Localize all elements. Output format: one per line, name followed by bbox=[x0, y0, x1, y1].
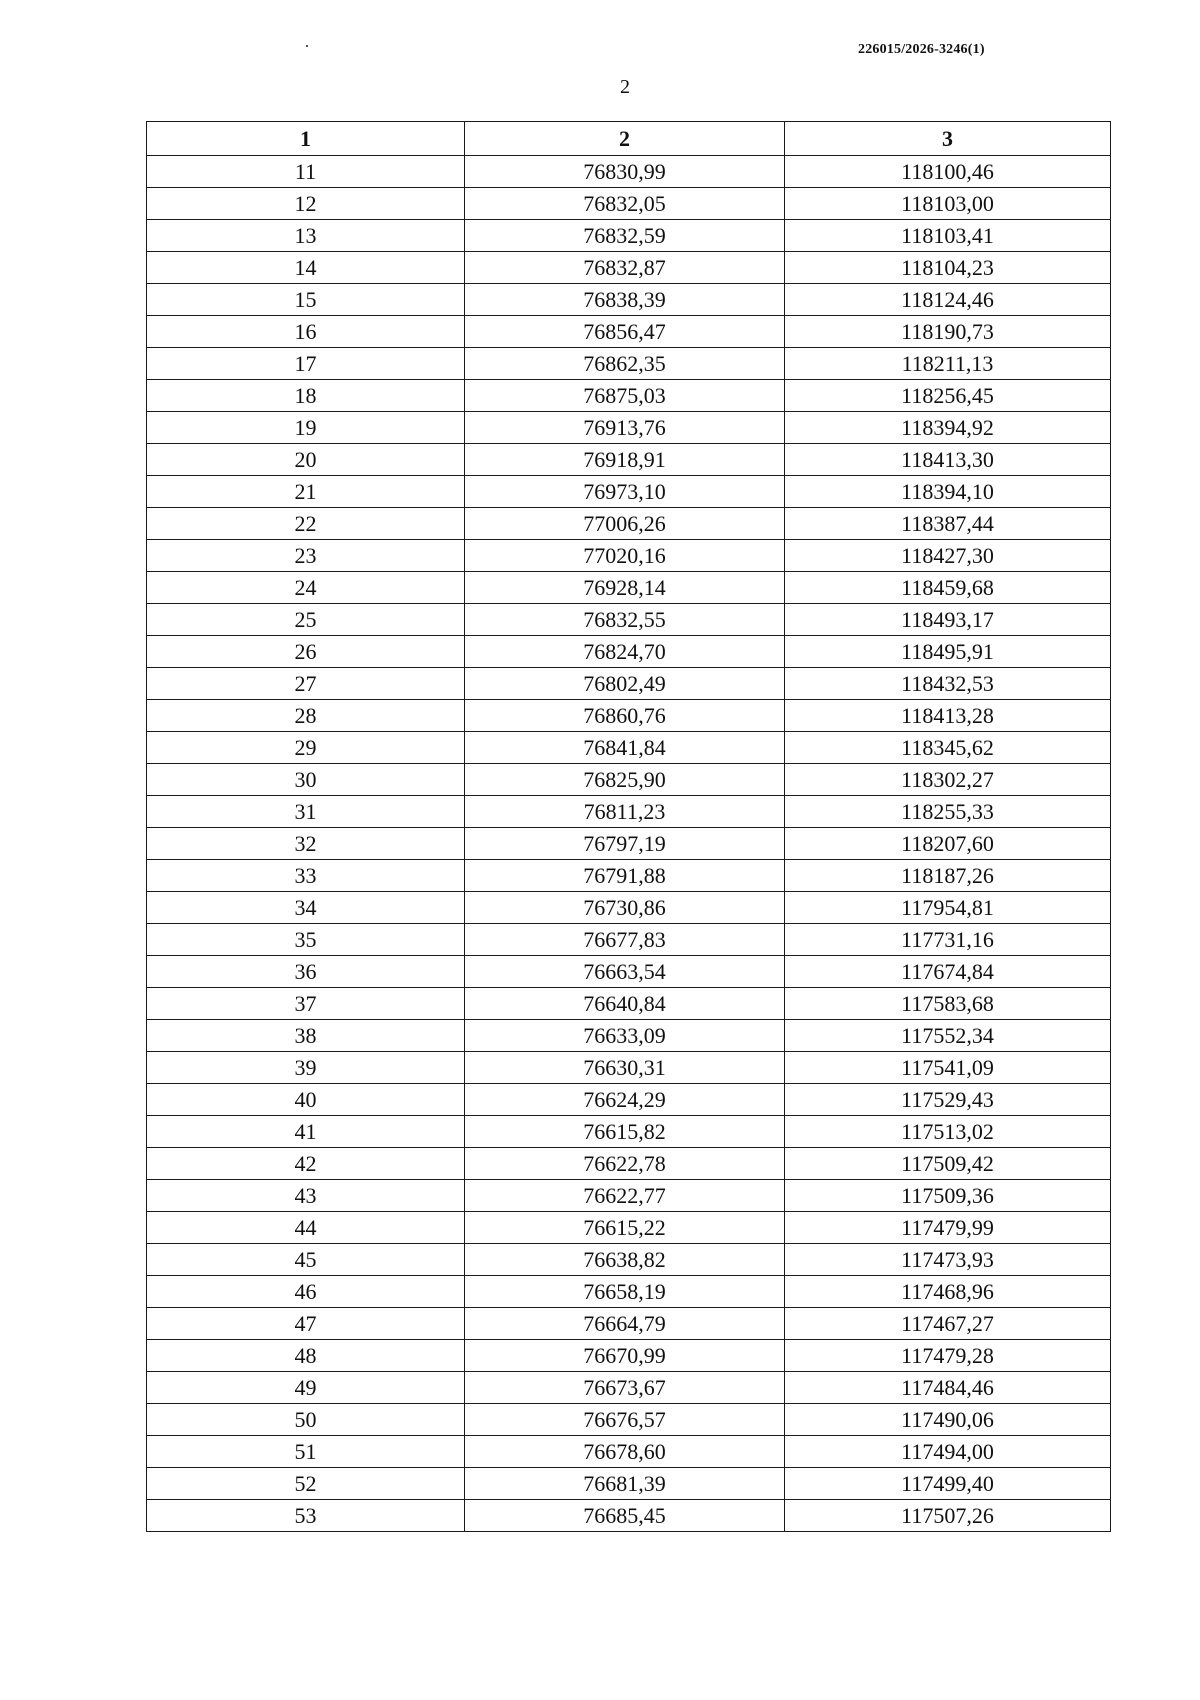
point-number-cell: 16 bbox=[147, 316, 465, 348]
y-coordinate-cell: 117674,84 bbox=[785, 956, 1111, 988]
x-coordinate-cell: 76832,59 bbox=[465, 220, 785, 252]
table-row bbox=[147, 572, 1111, 604]
table-row bbox=[147, 700, 1111, 732]
y-coordinate-cell: 117954,81 bbox=[785, 892, 1111, 924]
point-number-cell: 42 bbox=[147, 1148, 465, 1180]
x-coordinate-cell: 76633,09 bbox=[465, 1020, 785, 1052]
x-coordinate-cell: 76640,84 bbox=[465, 988, 785, 1020]
point-number-cell: 40 bbox=[147, 1084, 465, 1116]
x-coordinate-cell: 76658,19 bbox=[465, 1276, 785, 1308]
y-coordinate-cell: 118187,26 bbox=[785, 860, 1111, 892]
y-coordinate-cell: 117509,36 bbox=[785, 1180, 1111, 1212]
y-coordinate-cell: 118459,68 bbox=[785, 572, 1111, 604]
page-number: 2 bbox=[620, 76, 630, 98]
x-coordinate-cell: 76832,87 bbox=[465, 252, 785, 284]
point-number-cell: 11 bbox=[147, 156, 465, 188]
y-coordinate-cell: 117479,28 bbox=[785, 1340, 1111, 1372]
point-number-cell: 44 bbox=[147, 1212, 465, 1244]
x-coordinate-cell: 76811,23 bbox=[465, 796, 785, 828]
point-number-cell: 37 bbox=[147, 988, 465, 1020]
x-coordinate-cell: 76622,78 bbox=[465, 1148, 785, 1180]
table-row bbox=[147, 956, 1111, 988]
y-coordinate-cell: 118345,62 bbox=[785, 732, 1111, 764]
table-row bbox=[147, 1308, 1111, 1340]
x-coordinate-cell: 76928,14 bbox=[465, 572, 785, 604]
table-row bbox=[147, 1148, 1111, 1180]
point-number-cell: 27 bbox=[147, 668, 465, 700]
table-row bbox=[147, 476, 1111, 508]
table-row bbox=[147, 380, 1111, 412]
y-coordinate-cell: 117509,42 bbox=[785, 1148, 1111, 1180]
point-number-cell: 49 bbox=[147, 1372, 465, 1404]
point-number-cell: 45 bbox=[147, 1244, 465, 1276]
y-coordinate-cell: 117473,93 bbox=[785, 1244, 1111, 1276]
table-row bbox=[147, 316, 1111, 348]
x-coordinate-cell: 76860,76 bbox=[465, 700, 785, 732]
y-coordinate-cell: 118207,60 bbox=[785, 828, 1111, 860]
table-row bbox=[147, 1436, 1111, 1468]
x-coordinate-cell: 76673,67 bbox=[465, 1372, 785, 1404]
point-number-cell: 25 bbox=[147, 604, 465, 636]
x-coordinate-cell: 76677,83 bbox=[465, 924, 785, 956]
point-number-cell: 12 bbox=[147, 188, 465, 220]
table-row bbox=[147, 1020, 1111, 1052]
y-coordinate-cell: 117529,43 bbox=[785, 1084, 1111, 1116]
x-coordinate-cell: 76862,35 bbox=[465, 348, 785, 380]
x-coordinate-cell: 76685,45 bbox=[465, 1500, 785, 1532]
y-coordinate-cell: 118302,27 bbox=[785, 764, 1111, 796]
point-number-cell: 29 bbox=[147, 732, 465, 764]
point-number-cell: 15 bbox=[147, 284, 465, 316]
point-number-cell: 41 bbox=[147, 1116, 465, 1148]
x-coordinate-cell: 76797,19 bbox=[465, 828, 785, 860]
x-coordinate-cell: 76838,39 bbox=[465, 284, 785, 316]
table-row bbox=[147, 1404, 1111, 1436]
table-row bbox=[147, 1372, 1111, 1404]
table-header-row bbox=[147, 122, 1111, 156]
point-number-cell: 28 bbox=[147, 700, 465, 732]
y-coordinate-cell: 118104,23 bbox=[785, 252, 1111, 284]
point-number-cell: 26 bbox=[147, 636, 465, 668]
x-coordinate-cell: 76624,29 bbox=[465, 1084, 785, 1116]
point-number-cell: 52 bbox=[147, 1468, 465, 1500]
y-coordinate-cell: 117583,68 bbox=[785, 988, 1111, 1020]
table-row bbox=[147, 1084, 1111, 1116]
point-number-cell: 53 bbox=[147, 1500, 465, 1532]
y-coordinate-cell: 118103,00 bbox=[785, 188, 1111, 220]
table-row bbox=[147, 764, 1111, 796]
table-row bbox=[147, 220, 1111, 252]
coordinates-table bbox=[146, 121, 1111, 1532]
x-coordinate-cell: 76678,60 bbox=[465, 1436, 785, 1468]
y-coordinate-cell: 117507,26 bbox=[785, 1500, 1111, 1532]
x-coordinate-cell: 76681,39 bbox=[465, 1468, 785, 1500]
point-number-cell: 43 bbox=[147, 1180, 465, 1212]
y-coordinate-cell: 117494,00 bbox=[785, 1436, 1111, 1468]
table-row bbox=[147, 1500, 1111, 1532]
x-coordinate-cell: 76615,22 bbox=[465, 1212, 785, 1244]
x-coordinate-cell: 76825,90 bbox=[465, 764, 785, 796]
point-number-cell: 22 bbox=[147, 508, 465, 540]
y-coordinate-cell: 117484,46 bbox=[785, 1372, 1111, 1404]
x-coordinate-cell: 77020,16 bbox=[465, 540, 785, 572]
y-coordinate-cell: 117541,09 bbox=[785, 1052, 1111, 1084]
point-number-cell: 32 bbox=[147, 828, 465, 860]
table-row bbox=[147, 828, 1111, 860]
x-coordinate-cell: 76856,47 bbox=[465, 316, 785, 348]
y-coordinate-cell: 118103,41 bbox=[785, 220, 1111, 252]
x-coordinate-cell: 76615,82 bbox=[465, 1116, 785, 1148]
x-coordinate-cell: 76730,86 bbox=[465, 892, 785, 924]
x-coordinate-cell: 76638,82 bbox=[465, 1244, 785, 1276]
x-coordinate-cell: 76622,77 bbox=[465, 1180, 785, 1212]
point-number-cell: 31 bbox=[147, 796, 465, 828]
x-coordinate-cell: 76830,99 bbox=[465, 156, 785, 188]
point-number-cell: 36 bbox=[147, 956, 465, 988]
y-coordinate-cell: 118394,10 bbox=[785, 476, 1111, 508]
y-coordinate-cell: 117490,06 bbox=[785, 1404, 1111, 1436]
y-coordinate-cell: 117467,27 bbox=[785, 1308, 1111, 1340]
point-number-cell: 23 bbox=[147, 540, 465, 572]
table-row bbox=[147, 924, 1111, 956]
table-row bbox=[147, 796, 1111, 828]
point-number-cell: 46 bbox=[147, 1276, 465, 1308]
table-row bbox=[147, 540, 1111, 572]
table-row bbox=[147, 444, 1111, 476]
y-coordinate-cell: 118493,17 bbox=[785, 604, 1111, 636]
x-coordinate-cell: 76676,57 bbox=[465, 1404, 785, 1436]
y-coordinate-cell: 117499,40 bbox=[785, 1468, 1111, 1500]
point-number-cell: 24 bbox=[147, 572, 465, 604]
y-coordinate-cell: 118427,30 bbox=[785, 540, 1111, 572]
table-row bbox=[147, 252, 1111, 284]
table-row bbox=[147, 348, 1111, 380]
x-coordinate-cell: 77006,26 bbox=[465, 508, 785, 540]
point-number-cell: 19 bbox=[147, 412, 465, 444]
y-coordinate-cell: 118211,13 bbox=[785, 348, 1111, 380]
table-row bbox=[147, 412, 1111, 444]
table-row bbox=[147, 668, 1111, 700]
table-row bbox=[147, 1212, 1111, 1244]
x-coordinate-cell: 76832,05 bbox=[465, 188, 785, 220]
point-number-cell: 20 bbox=[147, 444, 465, 476]
column-header-2: 2 bbox=[465, 122, 785, 156]
table-row bbox=[147, 732, 1111, 764]
x-coordinate-cell: 76670,99 bbox=[465, 1340, 785, 1372]
point-number-cell: 47 bbox=[147, 1308, 465, 1340]
table-body bbox=[147, 156, 1111, 1532]
table-row bbox=[147, 508, 1111, 540]
table-row bbox=[147, 1052, 1111, 1084]
x-coordinate-cell: 76918,91 bbox=[465, 444, 785, 476]
x-coordinate-cell: 76841,84 bbox=[465, 732, 785, 764]
table-row bbox=[147, 860, 1111, 892]
y-coordinate-cell: 118432,53 bbox=[785, 668, 1111, 700]
table-row bbox=[147, 1276, 1111, 1308]
x-coordinate-cell: 76824,70 bbox=[465, 636, 785, 668]
point-number-cell: 35 bbox=[147, 924, 465, 956]
y-coordinate-cell: 117731,16 bbox=[785, 924, 1111, 956]
point-number-cell: 34 bbox=[147, 892, 465, 924]
y-coordinate-cell: 118124,46 bbox=[785, 284, 1111, 316]
y-coordinate-cell: 118413,30 bbox=[785, 444, 1111, 476]
scan-speck bbox=[306, 45, 308, 47]
y-coordinate-cell: 118495,91 bbox=[785, 636, 1111, 668]
x-coordinate-cell: 76664,79 bbox=[465, 1308, 785, 1340]
table-row bbox=[147, 988, 1111, 1020]
table-row bbox=[147, 1468, 1111, 1500]
point-number-cell: 21 bbox=[147, 476, 465, 508]
x-coordinate-cell: 76832,55 bbox=[465, 604, 785, 636]
point-number-cell: 13 bbox=[147, 220, 465, 252]
point-number-cell: 39 bbox=[147, 1052, 465, 1084]
y-coordinate-cell: 118255,33 bbox=[785, 796, 1111, 828]
y-coordinate-cell: 117468,96 bbox=[785, 1276, 1111, 1308]
x-coordinate-cell: 76973,10 bbox=[465, 476, 785, 508]
y-coordinate-cell: 117552,34 bbox=[785, 1020, 1111, 1052]
point-number-cell: 51 bbox=[147, 1436, 465, 1468]
y-coordinate-cell: 118190,73 bbox=[785, 316, 1111, 348]
y-coordinate-cell: 118413,28 bbox=[785, 700, 1111, 732]
y-coordinate-cell: 117479,99 bbox=[785, 1212, 1111, 1244]
y-coordinate-cell: 118256,45 bbox=[785, 380, 1111, 412]
column-header-1: 1 bbox=[147, 122, 465, 156]
table-row bbox=[147, 892, 1111, 924]
y-coordinate-cell: 118394,92 bbox=[785, 412, 1111, 444]
point-number-cell: 48 bbox=[147, 1340, 465, 1372]
table-row bbox=[147, 1116, 1111, 1148]
x-coordinate-cell: 76802,49 bbox=[465, 668, 785, 700]
table-row bbox=[147, 284, 1111, 316]
y-coordinate-cell: 117513,02 bbox=[785, 1116, 1111, 1148]
y-coordinate-cell: 118387,44 bbox=[785, 508, 1111, 540]
point-number-cell: 33 bbox=[147, 860, 465, 892]
x-coordinate-cell: 76791,88 bbox=[465, 860, 785, 892]
x-coordinate-cell: 76875,03 bbox=[465, 380, 785, 412]
point-number-cell: 50 bbox=[147, 1404, 465, 1436]
column-header-3: 3 bbox=[785, 122, 1111, 156]
x-coordinate-cell: 76913,76 bbox=[465, 412, 785, 444]
point-number-cell: 38 bbox=[147, 1020, 465, 1052]
table-row bbox=[147, 1340, 1111, 1372]
x-coordinate-cell: 76663,54 bbox=[465, 956, 785, 988]
table-row bbox=[147, 636, 1111, 668]
point-number-cell: 14 bbox=[147, 252, 465, 284]
point-number-cell: 17 bbox=[147, 348, 465, 380]
table-row bbox=[147, 156, 1111, 188]
document-reference-number: 226015/2026-3246(1) bbox=[858, 42, 985, 57]
table-row bbox=[147, 604, 1111, 636]
point-number-cell: 18 bbox=[147, 380, 465, 412]
table-row bbox=[147, 188, 1111, 220]
point-number-cell: 30 bbox=[147, 764, 465, 796]
table-row bbox=[147, 1180, 1111, 1212]
y-coordinate-cell: 118100,46 bbox=[785, 156, 1111, 188]
x-coordinate-cell: 76630,31 bbox=[465, 1052, 785, 1084]
table-row bbox=[147, 1244, 1111, 1276]
